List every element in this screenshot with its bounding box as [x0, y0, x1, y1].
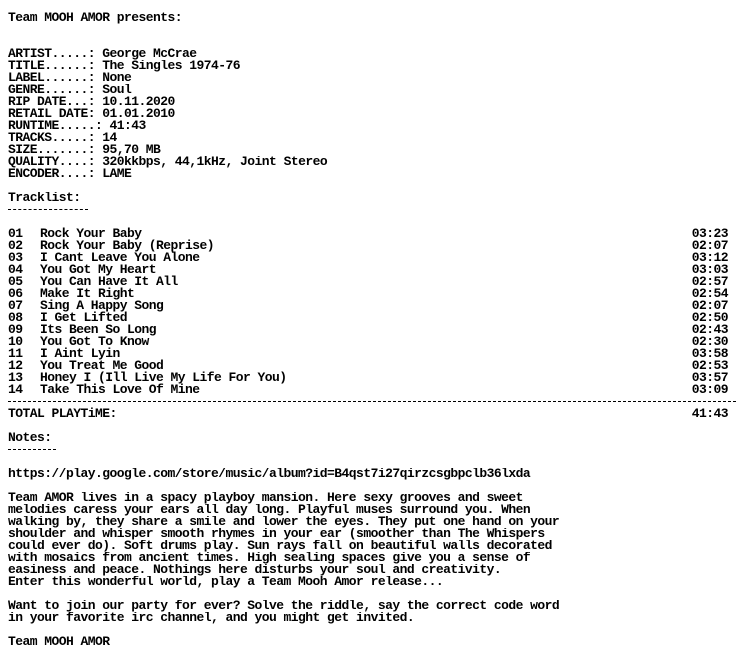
- track-duration: 02:30: [691, 334, 728, 349]
- track-duration: 03:58: [691, 346, 728, 361]
- info-value: LAME: [102, 168, 132, 180]
- info-label: [8, 72, 736, 84]
- track-number: 02: [8, 238, 23, 253]
- info-artist: [8, 48, 736, 60]
- track-duration: 03:12: [691, 250, 728, 265]
- tracklist: [8, 228, 736, 396]
- blank-line: [8, 420, 736, 432]
- blank-line: [8, 624, 736, 636]
- track-duration: 03:09: [691, 382, 728, 397]
- paragraph-line: melodies caress your ears all day long. Playful muses surround you. When: [8, 504, 531, 516]
- notes-paragraph-1: [8, 492, 736, 588]
- track-number: 14: [8, 382, 23, 397]
- track-title: Take This Love Of Mine: [40, 382, 200, 397]
- blank-line: [8, 588, 736, 600]
- signature: Team MOOH AMOR: [8, 636, 110, 648]
- info-value: 14: [102, 132, 117, 144]
- track-number: 09: [8, 322, 23, 337]
- paragraph-line: in your favorite irc channel, and you might get invited.: [8, 612, 415, 624]
- total-playtime-row: [8, 408, 736, 420]
- track-duration: 03:03: [691, 262, 728, 277]
- info-key: QUALITY....:: [8, 156, 103, 168]
- info-key: ARTIST.....:: [8, 48, 103, 60]
- track-title: I Aint Lyin: [40, 346, 120, 361]
- track-number: 05: [8, 274, 23, 289]
- info-value: George McCrae: [102, 48, 197, 60]
- nfo-document: [8, 12, 736, 648]
- blank-line: [8, 456, 736, 468]
- track-title: Rock Your Baby (Reprise): [40, 238, 215, 253]
- blank-line: [8, 36, 736, 48]
- track-title: Honey I (Ill Live My Life For You): [40, 370, 287, 385]
- paragraph-line: with mosaics from ancient times. High sealing spaces give you a sense of: [8, 552, 531, 564]
- info-rip-date: [8, 96, 736, 108]
- track-duration: 02:43: [691, 322, 728, 337]
- info-key: RIP DATE...:: [8, 96, 103, 108]
- info-value: 10.11.2020: [102, 96, 175, 108]
- track-title: Its Been So Long: [40, 322, 157, 337]
- paragraph-line: shoulder and whisper smooth rhymes in your ear (smoother than The Whispers: [8, 528, 545, 540]
- tracklist-heading: Tracklist:: [8, 192, 81, 204]
- info-runtime: [8, 120, 736, 132]
- info-retail-date: [8, 108, 736, 120]
- track-title: Rock Your Baby: [40, 226, 142, 241]
- track-duration: 03:57: [691, 370, 728, 385]
- track-duration: 02:07: [691, 238, 728, 253]
- total-playtime-value: 41:43: [691, 406, 728, 421]
- info-value: 41:43: [109, 120, 146, 132]
- notes-paragraph-2: [8, 600, 736, 624]
- album-url: https://play.google.com/store/music/album?id=B4qst7i27qirzcsgbpclb36lxda: [8, 468, 531, 480]
- track-number: 13: [8, 370, 23, 385]
- info-key: TITLE......:: [8, 60, 103, 72]
- info-quality: [8, 156, 736, 168]
- track-title: You Can Have It All: [40, 274, 178, 289]
- blank-line: [8, 180, 736, 192]
- track-title: Make It Right: [40, 286, 135, 301]
- track-duration: 02:57: [691, 274, 728, 289]
- total-playtime-label: TOTAL PLAYTiME:: [8, 406, 117, 421]
- track-number: 08: [8, 310, 23, 325]
- track-duration: 02:53: [691, 358, 728, 373]
- info-value: 320kkbps, 44,1kHz, Joint Stereo: [102, 156, 328, 168]
- tracklist-underline: [8, 204, 736, 216]
- track-number: 07: [8, 298, 23, 313]
- info-key: SIZE.......:: [8, 144, 103, 156]
- notes-heading: Notes:: [8, 432, 52, 444]
- notes-underline: [8, 444, 736, 456]
- track-number: 12: [8, 358, 23, 373]
- paragraph-line: Enter this wonderful world, play a Team Mooh Amor release...: [8, 576, 444, 588]
- info-value: Soul: [102, 84, 132, 96]
- info-key: TRACKS.....:: [8, 132, 103, 144]
- info-key: RUNTIME.....:: [8, 120, 110, 132]
- track-duration: 02:50: [691, 310, 728, 325]
- info-tracks: [8, 132, 736, 144]
- track-number: 10: [8, 334, 23, 349]
- info-title: [8, 60, 736, 72]
- track-row: [8, 384, 736, 396]
- info-size: [8, 144, 736, 156]
- track-duration: 03:23: [691, 226, 728, 241]
- info-genre: [8, 84, 736, 96]
- info-value: 95,70 MB: [102, 144, 161, 156]
- track-number: 06: [8, 286, 23, 301]
- track-number: 11: [8, 346, 23, 361]
- track-title: You Treat Me Good: [40, 358, 164, 373]
- track-number: 04: [8, 262, 23, 277]
- paragraph-line: easiness and peace. Nothings here disturbs your soul and creativity.: [8, 564, 502, 576]
- track-number: 01: [8, 226, 23, 241]
- paragraph-line: walking by, they share a smile and lower the eyes. They put one hand on your: [8, 516, 560, 528]
- track-title: I Get Lifted: [40, 310, 128, 325]
- blank-line: [8, 480, 736, 492]
- track-title: You Got My Heart: [40, 262, 157, 277]
- track-title: You Got To Know: [40, 334, 149, 349]
- blank-line: [8, 24, 736, 36]
- info-key: LABEL......:: [8, 72, 103, 84]
- release-info: [8, 48, 736, 180]
- track-title: Sing A Happy Song: [40, 298, 164, 313]
- info-key: ENCODER....:: [8, 168, 103, 180]
- track-number: 03: [8, 250, 23, 265]
- track-title: I Cant Leave You Alone: [40, 250, 200, 265]
- info-encoder: [8, 168, 736, 180]
- track-duration: 02:07: [691, 298, 728, 313]
- divider: [8, 396, 736, 408]
- nfo-header: Team MOOH AMOR presents:: [8, 12, 183, 24]
- info-key: GENRE......:: [8, 84, 103, 96]
- info-value: None: [102, 72, 132, 84]
- track-duration: 02:54: [691, 286, 728, 301]
- info-key: RETAIL DATE:: [8, 108, 103, 120]
- info-value: 01.01.2010: [102, 108, 175, 120]
- paragraph-line: could ever do). Soft drums play. Sun rays fall on beautiful walls decorated: [8, 540, 552, 552]
- paragraph-line: Want to join our party for ever? Solve the riddle, say the correct code word: [8, 600, 560, 612]
- info-value: The Singles 1974-76: [102, 60, 241, 72]
- paragraph-line: Team AMOR lives in a spacy playboy mansion. Here sexy grooves and sweet: [8, 492, 523, 504]
